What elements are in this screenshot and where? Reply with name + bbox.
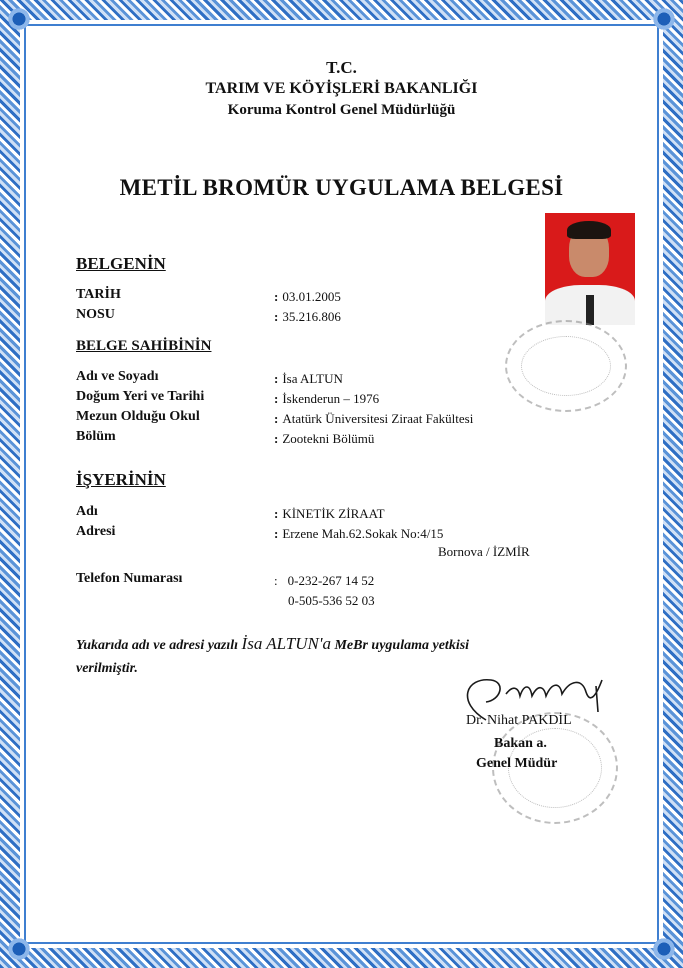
- value-phone1: : 0-232-267 14 52: [274, 573, 375, 588]
- corner-ornament-icon: [649, 4, 679, 34]
- label-address: Adresi: [76, 524, 116, 539]
- corner-ornament-icon: [4, 4, 34, 34]
- header-ministry: TARIM VE KÖYİŞLERİ BAKANLIĞI: [205, 80, 478, 97]
- signatory-role: Bakan a.: [494, 736, 547, 751]
- value-name: : İsa ALTUN: [274, 371, 343, 386]
- value-birth: : İskenderun – 1976: [274, 391, 380, 406]
- section-heading-workplace: İŞYERİNİN: [76, 470, 166, 489]
- signatory-name: Dr. Nihat PAKDİL: [466, 713, 572, 728]
- value-phone2: 0-505-536 52 03: [288, 593, 375, 608]
- value-department: : Zootekni Bölümü: [274, 431, 375, 446]
- header-tc: T.C.: [326, 58, 357, 77]
- header-directorate: Koruma Kontrol Genel Müdürlüğü: [227, 102, 456, 118]
- value-workplace-name: : KİNETİK ZİRAAT: [274, 506, 385, 521]
- signatory-title: Genel Müdür: [476, 756, 558, 771]
- label-school: Mezun Olduğu Okul: [76, 409, 200, 424]
- value-school: : Atatürk Üniversitesi Ziraat Fakültesi: [274, 411, 474, 426]
- corner-ornament-icon: [649, 934, 679, 964]
- official-stamp-icon: [505, 320, 627, 412]
- corner-ornament-icon: [4, 934, 34, 964]
- value-number: : 35.216.806: [274, 309, 341, 324]
- label-date: TARİH: [76, 287, 121, 302]
- value-address-line1: : Erzene Mah.62.Sokak No:4/15: [274, 526, 444, 541]
- section-heading-holder: BELGE SAHİBİNİN: [76, 338, 212, 354]
- value-address-line2: Bornova / İZMİR: [438, 544, 530, 559]
- value-date: : 03.01.2005: [274, 289, 341, 304]
- label-name: Adı ve Soyadı: [76, 369, 159, 384]
- section-heading-belge: BELGENİN: [76, 254, 166, 273]
- label-department: Bölüm: [76, 429, 116, 444]
- label-phone: Telefon Numarası: [76, 571, 183, 586]
- authorization-statement: Yukarıda adı ve adresi yazılı İsa ALTUN'a MeBr uygulama yetkisi verilmiştir.: [76, 634, 470, 676]
- holder-photo: [545, 213, 635, 325]
- label-birth: Doğum Yeri ve Tarihi: [76, 389, 205, 404]
- label-number: NOSU: [76, 307, 115, 322]
- document-title: METİL BROMÜR UYGULAMA BELGESİ: [119, 175, 564, 200]
- label-workplace-name: Adı: [76, 504, 98, 519]
